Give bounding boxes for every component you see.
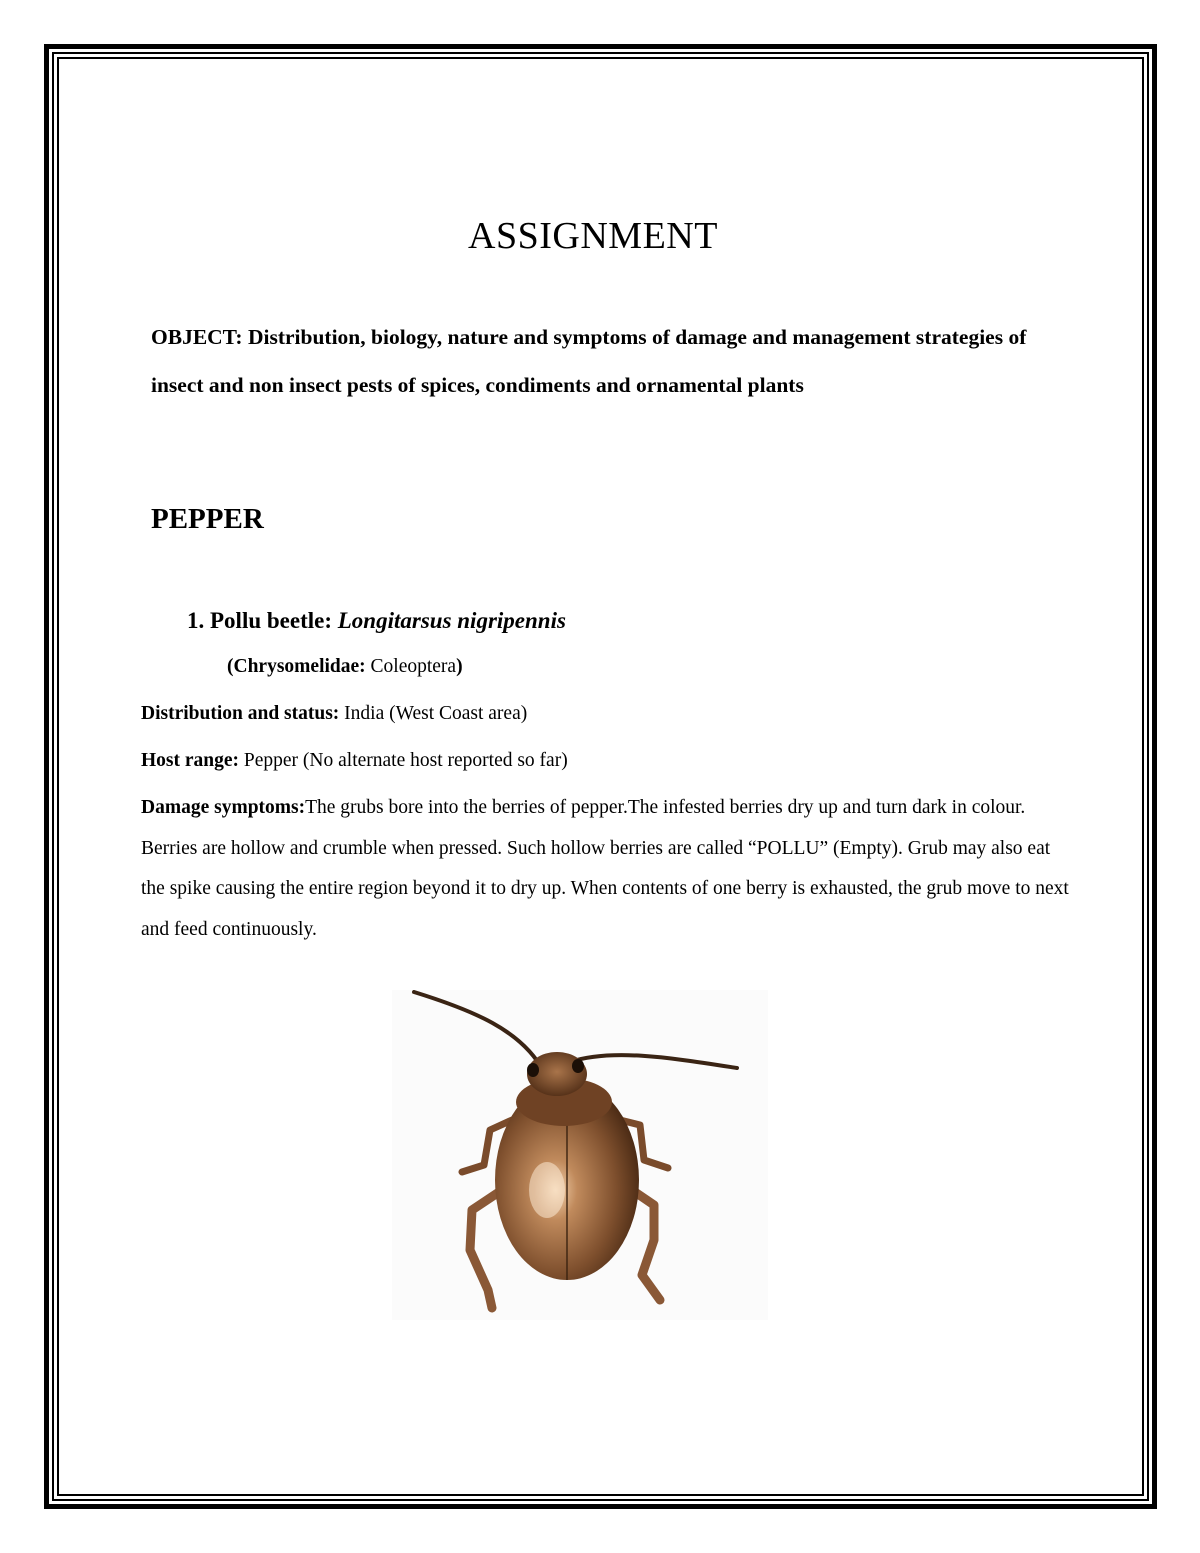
distribution-label: Distribution and status: [141,703,340,724]
pollu-beetle-image [392,990,768,1320]
damage-symptoms-text: The grubs bore into the berries of pepper.The infested berries dry up and turn dark in colour. Berries are hollow and crumble when pressed. Such hollow berries are called “POLLU” (Empty). Grub may also eat the spike causing the entire region beyond it to dry up. When contents of one berry is exhausted, the grub move to next and feed continuously. [141,797,1069,940]
pest-heading [187,608,566,634]
pest-family [227,656,463,678]
pest-scientific-name: Longitarsus nigripennis [337,608,566,633]
pest-common-name: Pollu beetle: [210,608,332,633]
family-label: Chrysomelidae: [233,656,366,677]
family-close-paren: ) [456,656,463,677]
object-label: OBJECT: [151,325,243,349]
family-open-paren: ( [227,656,234,677]
object-statement [151,314,1051,409]
section-title: PEPPER [151,503,264,535]
order-name: Coleoptera [365,656,457,677]
pest-number: 1. [187,608,205,633]
host-range-line [141,750,568,772]
page-title: ASSIGNMENT [468,215,718,257]
beetle-illustration [392,990,768,1320]
damage-symptoms-paragraph [141,788,1071,950]
damage-symptoms-label: Damage symptoms: [141,797,306,818]
distribution-line [141,703,527,725]
object-text: Distribution, biology, nature and symptoms of damage and management strategies of insect and non insect pests of spices, condiments and ornamental plants [151,325,1027,397]
distribution-value: India (West Coast area) [339,703,528,724]
host-range-label: Host range: [141,750,240,771]
host-range-value: Pepper (No alternate host reported so far) [239,750,568,771]
